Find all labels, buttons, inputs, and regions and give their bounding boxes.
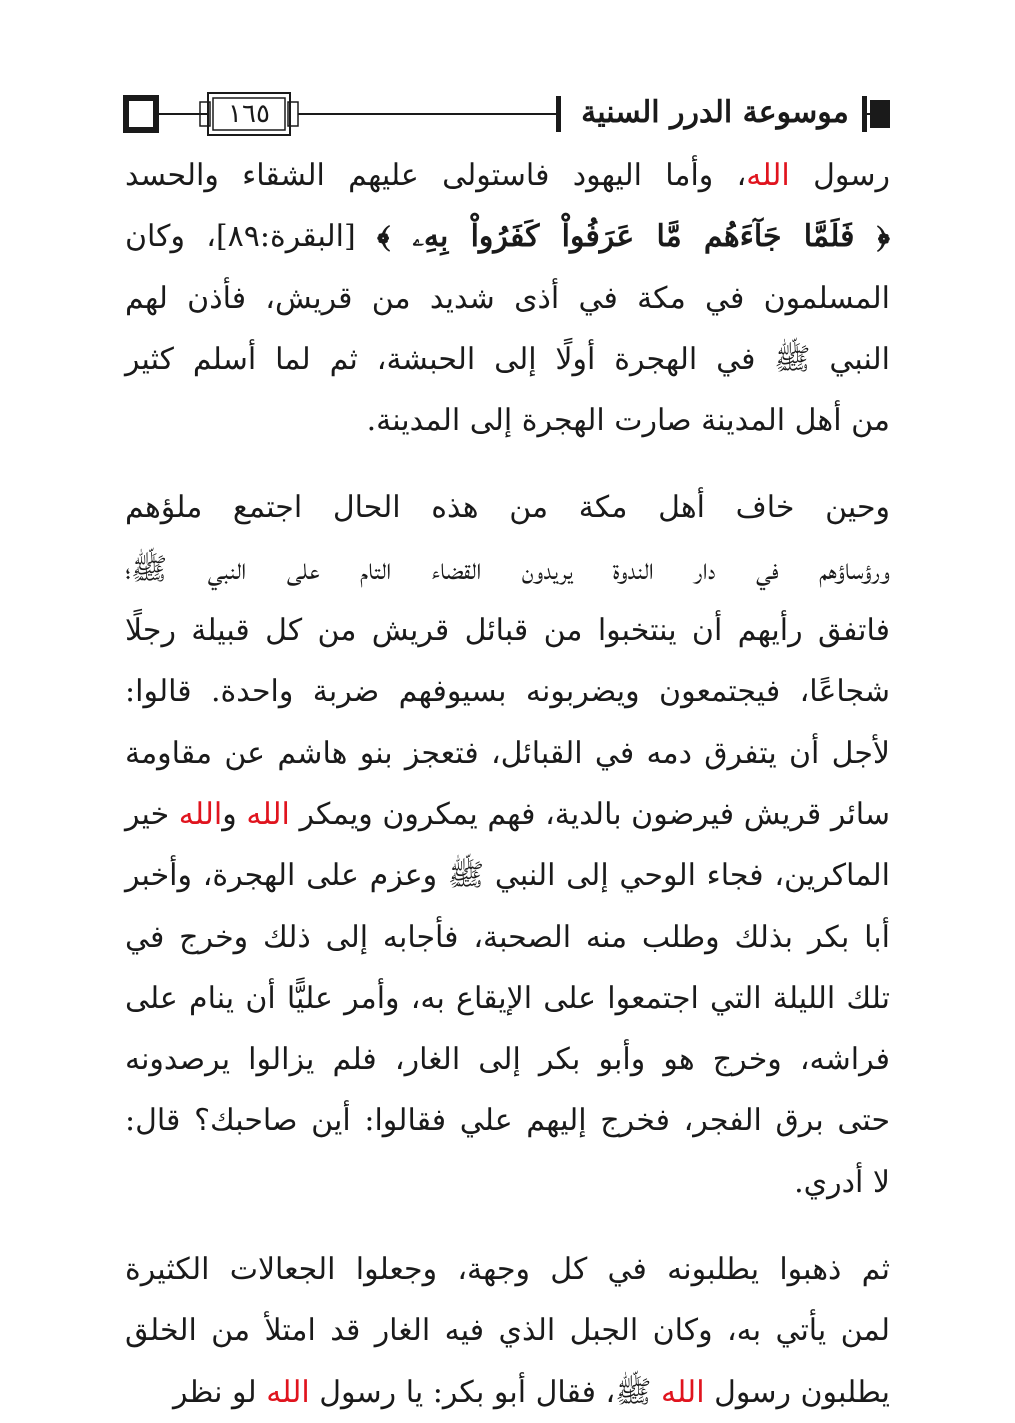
- text-line: [125, 968, 890, 1029]
- text-line: [125, 661, 890, 722]
- text-line: [125, 539, 890, 600]
- text-line: [125, 390, 890, 451]
- text-line: [125, 1362, 890, 1423]
- text-segment: سائر قريش فيرضون بالدية، فهم يمكرون ويمكر: [289, 796, 891, 832]
- text-segment: من أهل المدينة صارت الهجرة إلى المدينة.: [366, 403, 890, 439]
- text-line: [125, 1239, 890, 1300]
- text-segment: المسلمون في مكة في أذى شديد من قريش، فأذن لهم: [125, 280, 890, 316]
- text-segment: حتى برق الفجر، فخرج إليهم علي فقالوا: أين صاحبك؟ قال:: [125, 1103, 890, 1139]
- text-segment: ورؤساؤهم في دار الندوة يريدون القضاء التام على النبي ﷺ؛: [125, 551, 890, 587]
- text-segment: رسول: [789, 158, 890, 193]
- book-title: موسوعة الدرر السنية: [581, 95, 849, 130]
- text-line: [125, 723, 890, 784]
- text-line: [125, 206, 890, 267]
- text-segment: ثم ذهبوا يطلبونه في كل وجهة، وجعلوا الجعالات الكثيرة: [125, 1252, 890, 1288]
- text-segment: الماكرين، فجاء الوحي إلى النبي ﷺ وعزم على الهجرة، وأخبر: [125, 858, 890, 894]
- divine-name-highlight: الله: [661, 1374, 705, 1410]
- quran-verse: ﴿ فَلَمَّا جَآءَهُم مَّا عَرَفُواْ كَفَرُواْ بِهِۦ ﴾: [377, 219, 890, 255]
- text-segment: أبا بكر بذلك وطلب منه الصحبة، فأجابه إلى ذلك وخرج في: [125, 919, 890, 955]
- text-segment: خير: [125, 796, 179, 832]
- text-segment: فراشه، وخرج هو وأبو بكر إلى الغار، فلم يزالوا يرصدونه: [125, 1042, 890, 1078]
- text-segment: وحين خاف أهل مكة من هذه الحال اجتمع ملؤهم: [125, 490, 890, 526]
- text-line: [125, 907, 890, 968]
- paragraph-gap: [125, 1213, 890, 1239]
- text-segment: ، وأما اليهود فاستولى عليهم الشقاء والحسد: [125, 158, 747, 193]
- text-segment: لمن يأتي به، وكان الجبل الذي فيه الغار قد امتلأ من الخلق: [125, 1313, 890, 1349]
- divine-name-highlight: الله: [266, 1374, 310, 1410]
- text-segment: و: [222, 796, 247, 832]
- text-line: [125, 1300, 890, 1361]
- text-segment: لو نظر: [172, 1374, 267, 1410]
- text-segment: لا أدري.: [794, 1164, 890, 1200]
- text-segment: شجاعًا، فيجتمعون ويضربونه بسيوفهم ضربة واحدة. قالوا:: [125, 674, 890, 710]
- text-line: [125, 1152, 890, 1213]
- article-body: [125, 145, 890, 1423]
- text-segment: تلك الليلة التي اجتمعوا على الإيقاع به، وأمر عليًّا أن ينام على: [125, 980, 890, 1016]
- text-line: [125, 600, 890, 661]
- text-line: [125, 268, 890, 329]
- text-line: [125, 329, 890, 390]
- paragraph-gap: [125, 451, 890, 477]
- divine-name-highlight: الله: [746, 158, 790, 193]
- page-header: [120, 88, 895, 140]
- text-segment: يطلبون رسول: [704, 1374, 890, 1410]
- text-line: [125, 145, 890, 206]
- text-line: [125, 784, 890, 845]
- page-number: ١٦٥: [228, 99, 270, 129]
- text-line: [125, 1090, 890, 1151]
- text-segment: النبي ﷺ في الهجرة أولًا إلى الحبشة، ثم لما أسلم كثير: [125, 341, 890, 377]
- divine-name-highlight: الله: [246, 796, 290, 832]
- text-segment: فاتفق رأيهم أن ينتخبوا من قبائل قريش من كل قبيلة رجلًا: [125, 613, 890, 649]
- text-segment: ﷺ، فقال أبو بكر: يا رسول: [309, 1374, 662, 1410]
- text-segment: لأجل أن يتفرق دمه في القبائل، فتعجز بنو هاشم عن مقاومة: [125, 735, 890, 771]
- text-line: [125, 477, 890, 538]
- text-segment: [البقرة:٨٩]، وكان: [125, 219, 377, 255]
- divine-name-highlight: الله: [178, 796, 223, 832]
- text-line: [125, 1029, 890, 1090]
- text-line: [125, 845, 890, 906]
